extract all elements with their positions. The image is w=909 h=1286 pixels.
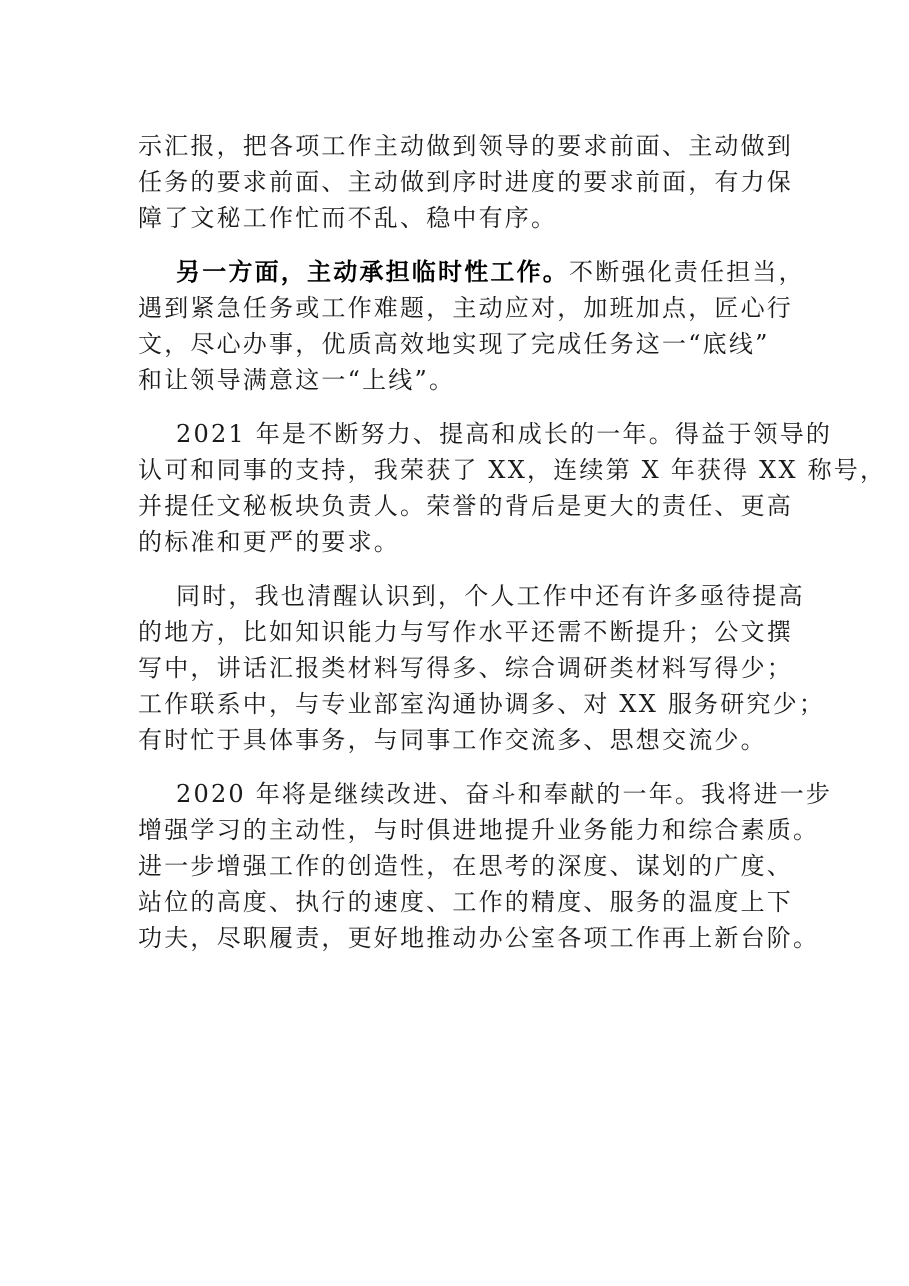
- paragraph-heading: 另一方面，主动承担临时性工作。: [176, 257, 569, 286]
- paragraph-2: [138, 254, 805, 398]
- text-line: 功夫，尽职履责，更好地推动办公室各项工作再上新台阶。: [138, 924, 820, 952]
- text-line: 遇到紧急任务或工作难题，主动应对，加班加点，匠心行: [138, 294, 793, 322]
- paragraph-1: [138, 128, 793, 236]
- text-line: 文，尽心办事，优质高效地实现了完成任务这一“底线”: [138, 330, 770, 358]
- text-line: 增强学习的主动性，与时俱进地提升业务能力和综合素质。: [138, 816, 820, 844]
- text-line: 进一步增强工作的创造性，在思考的深度、谋划的广度、: [138, 852, 793, 880]
- document-body: [138, 128, 887, 956]
- text-line: 2020 年将是继续改进、奋斗和奉献的一年。我将进一步: [176, 780, 833, 808]
- text-line: 写中，讲话汇报类材料写得多、综合调研类材料写得少；: [138, 654, 793, 682]
- paragraph-3: [138, 416, 887, 560]
- text-line: 工作联系中，与专业部室沟通协调多、对 XX 服务研究少；: [138, 690, 826, 718]
- text-line: 任务的要求前面、主动做到序时进度的要求前面，有力保: [138, 168, 793, 196]
- text-line: 障了文秘工作忙而不乱、稳中有序。: [138, 204, 558, 232]
- text-line: 2021 年是不断努力、提高和成长的一年。得益于领导的: [176, 420, 833, 448]
- text-line: 的标准和更严的要求。: [138, 528, 400, 556]
- paragraph-5: [138, 776, 833, 956]
- text-line: [138, 254, 805, 290]
- heading-line-rest: 不断强化责任担当，: [569, 258, 805, 286]
- text-line: 有时忙于具体事务，与同事工作交流多、思想交流少。: [138, 726, 767, 754]
- text-line: 和让领导满意这一“上线”。: [138, 366, 456, 394]
- text-line: 并提任文秘板块负责人。荣誉的背后是更大的责任、更高: [138, 492, 793, 520]
- paragraph-4: [138, 578, 826, 758]
- text-line: 同时，我也清醒认识到，个人工作中还有许多亟待提高: [176, 582, 805, 610]
- text-line: 的地方，比如知识能力与写作水平还需不断提升；公文撰: [138, 618, 793, 646]
- text-line: 站位的高度、执行的速度、工作的精度、服务的温度上下: [138, 888, 793, 916]
- text-line: 示汇报，把各项工作主动做到领导的要求前面、主动做到: [138, 132, 793, 160]
- text-line: 认可和同事的支持，我荣获了 XX，连续第 X 年获得 XX 称号，: [138, 456, 887, 484]
